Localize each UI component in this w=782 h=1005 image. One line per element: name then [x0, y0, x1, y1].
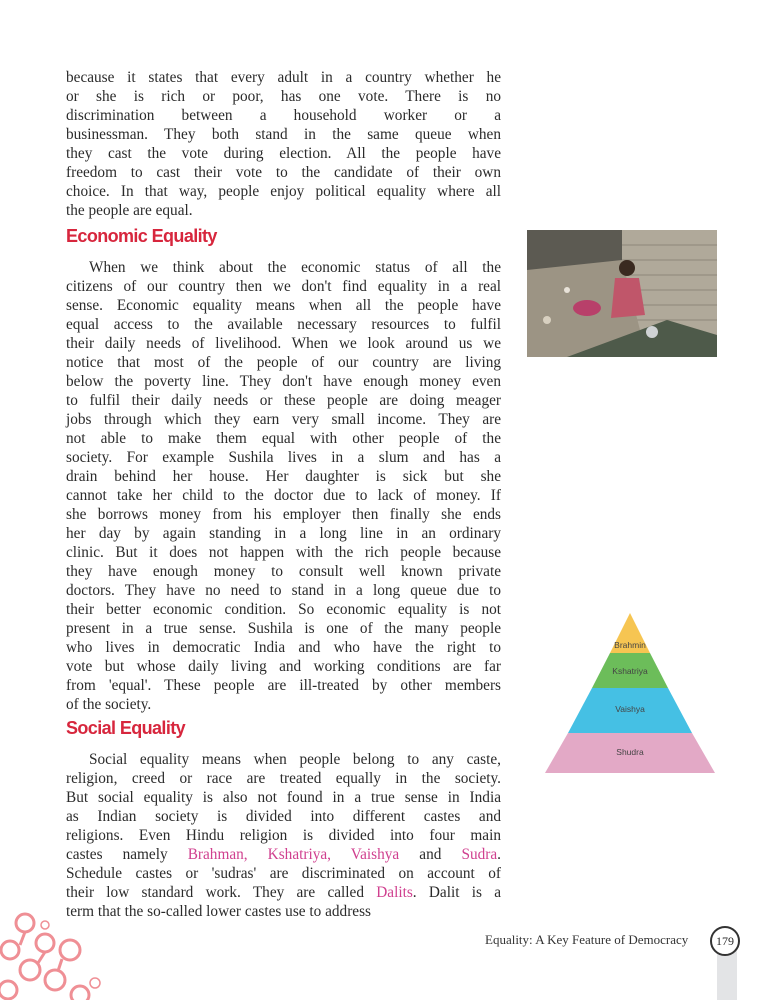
text-segment: equal access to the available necessary resources to fulfil — [66, 316, 501, 333]
text-segment: or she is rich or poor, has one vote. There is no — [66, 88, 501, 105]
text-segment: the people are equal. — [66, 202, 193, 219]
text-segment: not able to make them equal with other people of the — [66, 430, 501, 447]
text-line — [66, 769, 501, 788]
highlighted-term: Sudra — [461, 846, 498, 863]
heading-social-equality: Social Equality — [66, 718, 186, 738]
text-segment: below the poverty line. They don't have enough money even — [66, 373, 501, 390]
text-line — [66, 429, 501, 448]
text-line — [66, 657, 501, 676]
text-line — [66, 201, 501, 220]
text-segment: they cast the vote during election. All the people have — [66, 145, 501, 162]
page-number: 179 — [710, 926, 740, 956]
text-line — [66, 600, 501, 619]
text-line — [66, 372, 501, 391]
text-line — [66, 750, 501, 769]
text-segment: sense. Economic equality means when all the people have — [66, 297, 501, 314]
heading-economic-equality: Economic Equality — [66, 226, 217, 246]
text-segment: clinic. But it does not happen with the rich people because — [66, 544, 501, 561]
text-segment: businessman. They both stand in the same queue when — [66, 126, 501, 143]
text-segment: her day by again standing in a long line in an ordinary — [66, 525, 501, 542]
text-line — [66, 353, 501, 372]
text-segment: and — [399, 846, 462, 863]
text-line — [66, 562, 501, 581]
text-segment: . — [497, 846, 501, 863]
text-segment: she borrows money from his employer then finally she ends — [66, 506, 501, 523]
text-segment: religion, creed or race are treated equally in the society. — [66, 770, 501, 787]
text-line — [66, 902, 501, 921]
text-segment: doctors. They have no need to stand in a long queue due to — [66, 582, 501, 599]
text-segment: who lives in democratic India and who have the right to — [66, 639, 501, 656]
text-segment: their low standard work. They are called — [66, 884, 377, 901]
text-segment: discrimination between a household worker or a — [66, 107, 501, 124]
text-line — [66, 883, 501, 902]
pyramid-label: Vaishya — [615, 704, 645, 714]
text-line — [66, 676, 501, 695]
text-line — [66, 581, 501, 600]
caste-pyramid-diagram — [540, 608, 720, 783]
highlighted-term: Brahman, Kshatriya, Vaishya — [187, 846, 400, 863]
text-segment: Social equality means when people belong to any caste, — [89, 751, 501, 768]
text-line — [66, 864, 501, 883]
text-segment: cannot take her child to the doctor due to lack of money. If — [66, 487, 501, 504]
text-line — [66, 315, 501, 334]
paragraph-social-equality — [66, 750, 501, 921]
text-line — [66, 467, 501, 486]
slum-woman-photo — [527, 230, 717, 357]
text-line — [66, 296, 501, 315]
text-line — [66, 807, 501, 826]
text-segment: freedom to cast their vote to the candidate of their own — [66, 164, 501, 181]
paragraph-political-equality — [66, 68, 501, 220]
text-segment: term that the so-called lower castes use to address — [66, 903, 371, 920]
text-segment: they have enough money to consult well known private — [66, 563, 501, 580]
text-line — [66, 695, 501, 714]
text-line — [66, 144, 501, 163]
text-segment: notice that most of the people of our country are living — [66, 354, 501, 371]
text-segment: jobs through which they earn very small income. They are — [66, 411, 501, 428]
text-line — [66, 106, 501, 125]
text-segment: choice. In that way, people enjoy political equality where all — [66, 183, 501, 200]
text-line — [66, 486, 501, 505]
text-line — [66, 524, 501, 543]
text-segment: their daily needs of livelihood. When we look around us we — [66, 335, 501, 352]
text-line — [66, 87, 501, 106]
pyramid-label: Kshatriya — [612, 666, 648, 676]
text-segment: of the society. — [66, 696, 152, 713]
highlighted-term: Dalits — [376, 884, 413, 901]
text-line — [66, 258, 501, 277]
text-line — [66, 619, 501, 638]
text-line — [66, 182, 501, 201]
text-segment: . Dalit is a — [412, 884, 501, 901]
text-segment: because it states that every adult in a country whether he — [66, 69, 501, 86]
text-segment: religions. Even Hindu religion is divided into four main — [66, 827, 501, 844]
text-segment: castes namely — [66, 846, 188, 863]
text-segment: to fulfil their daily needs or these people are doing meager — [66, 392, 501, 409]
text-segment: But social equality is also not found in a true sense in India — [66, 789, 501, 806]
pyramid-label: Shudra — [616, 747, 644, 757]
text-segment: present in a true sense. Sushila is one of the many people — [66, 620, 501, 637]
paragraph-economic-equality — [66, 258, 501, 714]
text-segment: society. For example Sushila lives in a slum and has a — [66, 449, 501, 466]
text-segment: as Indian society is divided into different castes and — [66, 808, 501, 825]
text-line — [66, 543, 501, 562]
text-segment: Schedule castes or 'sudras' are discriminated on account of — [66, 865, 501, 882]
text-line — [66, 826, 501, 845]
text-line — [66, 125, 501, 144]
text-line — [66, 410, 501, 429]
text-line — [66, 68, 501, 87]
pyramid-label: Brahmin — [614, 640, 646, 650]
text-line — [66, 391, 501, 410]
text-segment: When we think about the economic status of all the — [89, 259, 501, 276]
text-line — [66, 163, 501, 182]
text-segment: from 'equal'. These people are ill-treated by other members — [66, 677, 501, 694]
text-line — [66, 448, 501, 467]
text-line — [66, 277, 501, 296]
decorative-circles — [0, 905, 110, 1005]
text-line — [66, 638, 501, 657]
text-segment: citizens of our country then we don't find equality in a real — [66, 278, 501, 295]
chapter-title-footer: Equality: A Key Feature of Democracy — [485, 932, 689, 947]
text-segment: vote but whose daily living and working conditions are far — [66, 658, 501, 675]
text-segment: drain behind her house. Her daughter is sick but she — [66, 468, 501, 485]
text-line — [66, 505, 501, 524]
text-line — [66, 845, 501, 864]
text-segment: their better economic condition. So economic equality is not — [66, 601, 501, 618]
text-line — [66, 788, 501, 807]
text-line — [66, 334, 501, 353]
